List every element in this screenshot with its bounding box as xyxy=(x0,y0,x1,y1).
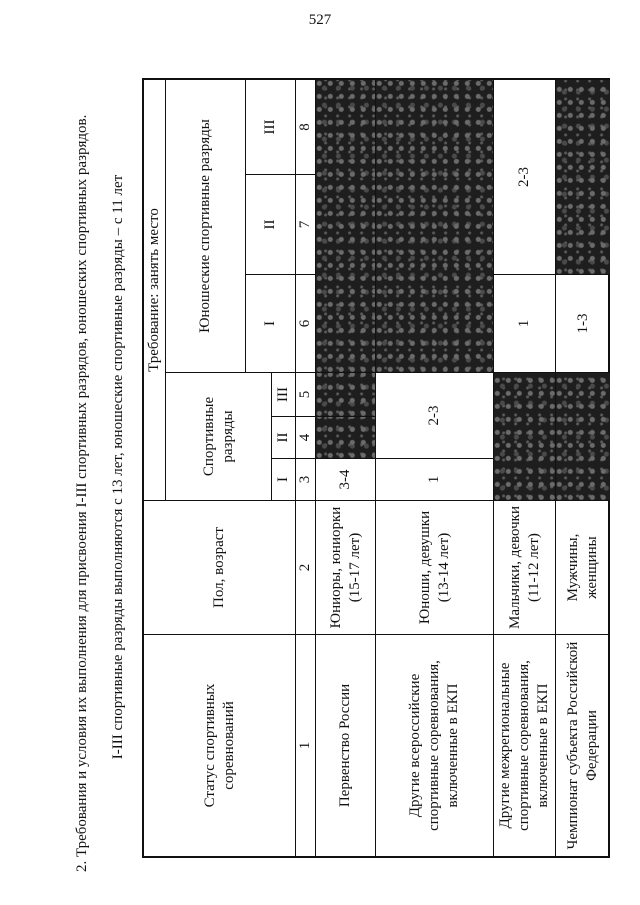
col-number-1: 1 xyxy=(296,634,316,856)
row-1-status: Первенство России xyxy=(316,634,376,856)
header-sport-ranks: Спортивные разряды xyxy=(166,372,272,500)
row-1-shaded-youth xyxy=(316,80,376,372)
row-2-shaded-youth xyxy=(376,80,494,372)
row-4-gender-age: Мужчины, женщины xyxy=(556,500,610,634)
row-2-gender-age: Юноши, девушки (13-14 лет) xyxy=(376,500,494,634)
rotated-document xyxy=(72,32,640,872)
row-3-status: Другие межрегиональные спортивные соревнования, включенные в ЕКП xyxy=(494,634,556,856)
header-youth-rank-2: II xyxy=(246,174,296,274)
col-number-2: 2 xyxy=(296,500,316,634)
col-number-3: 3 xyxy=(296,458,316,500)
section-heading: 2. Требования и условия их выполнения для присвоения I-III спортивных разрядов, юношеских спортивных разрядов. xyxy=(74,114,90,872)
row-2-status: Другие всероссийские спортивные соревнования, включенные в ЕКП xyxy=(376,634,494,856)
page-number: 527 xyxy=(308,12,332,28)
header-youth-ranks: Юношеские спортивные разряды xyxy=(166,80,246,372)
row-3-shaded-sport xyxy=(494,372,556,500)
requirements-table xyxy=(142,78,610,858)
row-2-place-rank-1: 1 xyxy=(376,458,494,500)
header-rank-1: I xyxy=(272,458,296,500)
row-4-place-youth-1: 1-3 xyxy=(556,274,610,372)
row-1-shaded-rank-2 xyxy=(316,416,376,458)
row-2-place-rank-2-3: 2-3 xyxy=(376,372,494,458)
row-3-place-youth-2-3: 2-3 xyxy=(494,80,556,274)
header-youth-rank-1: I xyxy=(246,274,296,372)
row-4-shaded-sport xyxy=(556,372,610,500)
row-1-shaded-rank-3 xyxy=(316,372,376,416)
section-subheading: I-III спортивные разряды выполняются с 13 лет, юношеские спортивные разряды – с 11 лет xyxy=(110,174,126,760)
row-3-place-youth-1: 1 xyxy=(494,274,556,372)
header-status: Статус спортивных соревнований xyxy=(144,634,296,856)
col-number-7: 7 xyxy=(296,174,316,274)
col-number-5: 5 xyxy=(296,372,316,416)
row-4-status: Чемпионат субъекта Российской Федерации xyxy=(556,634,610,856)
row-1-place-rank-1: 3-4 xyxy=(316,458,376,500)
row-4-shaded-youth xyxy=(556,80,610,274)
header-gender-age: Пол, возраст xyxy=(144,500,296,634)
col-number-4: 4 xyxy=(296,416,316,458)
header-requirement: Требование: занять место xyxy=(144,80,166,500)
col-number-8: 8 xyxy=(296,80,316,174)
col-number-6: 6 xyxy=(296,274,316,372)
row-1-gender-age: Юниоры, юниорки (15-17 лет) xyxy=(316,500,376,634)
header-rank-2: II xyxy=(272,416,296,458)
header-rank-3: III xyxy=(272,372,296,416)
row-3-gender-age: Мальчики, девочки (11-12 лет) xyxy=(494,500,556,634)
header-youth-rank-3: III xyxy=(246,80,296,174)
